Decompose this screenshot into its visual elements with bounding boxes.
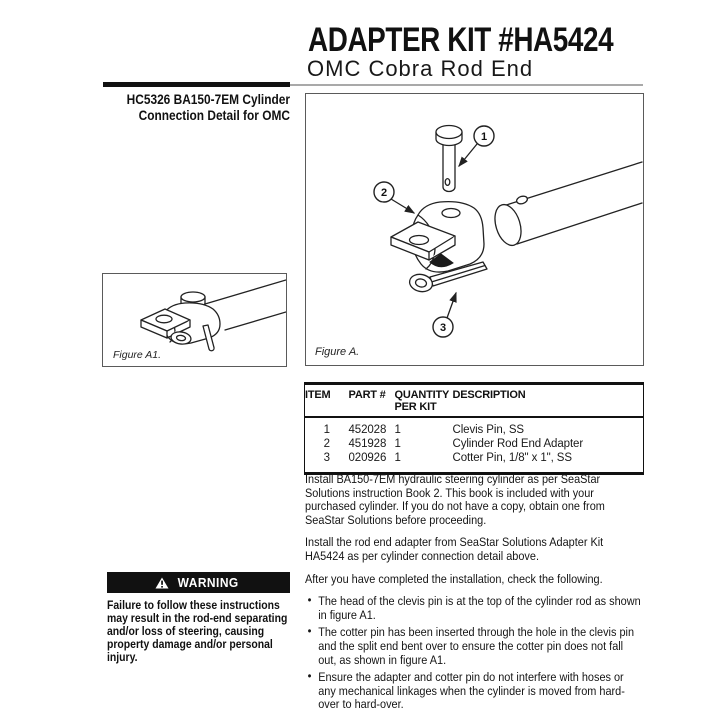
table-row (305, 452, 644, 474)
col-header-qty-line1: QUANTITY (394, 389, 450, 401)
cell-qty: 1 (394, 438, 401, 450)
instruction-paragraph: Install BA150-7EM hydraulic steering cylinder as per SeaStar Solutions instruction Book 2. This book is included with your purchased cylinder. If you do not have a copy, obtain one from SeaStar Solutions before proceeding. (305, 472, 605, 527)
callout-2 (374, 182, 414, 213)
checklist-item: • The cotter pin has been inserted through the hole in the clevis pin and the split end bent over to ensure the cotter pin does not fall out, as shown in figure A1. (305, 626, 643, 667)
cell-part: 452028 (348, 424, 387, 436)
table-row (305, 417, 644, 438)
parts-table-section (304, 382, 644, 475)
warning-line: property damage and/or personal (107, 638, 273, 651)
warning-text (107, 599, 291, 664)
checklist-item: • Ensure the adapter and cotter pin do not interfere with hoses or any mechanical linkages when the cylinder is moved from hard-over to hard-over. (305, 671, 643, 712)
section-heading-line1: HC5326 BA150-7EM Cylinder (126, 91, 290, 107)
cell-description: Cotter Pin, 1/8" x 1", SS (452, 452, 572, 464)
checklist (305, 595, 643, 712)
cell-description: Clevis Pin, SS (452, 424, 524, 436)
cell-description: Cylinder Rod End Adapter (452, 438, 584, 450)
col-header-item: ITEM (305, 384, 349, 418)
section-heading (103, 91, 290, 123)
col-header-qty (395, 384, 453, 418)
callout-3 (433, 293, 456, 337)
callout-2-number: 2 (380, 187, 388, 199)
callout-1 (459, 126, 494, 166)
warning-header (107, 572, 290, 593)
figure-a-drawing (306, 94, 643, 365)
warning-block (107, 572, 290, 664)
cell-item: 2 (323, 438, 330, 450)
parts-table (304, 382, 644, 475)
warning-title: WARNING (177, 575, 240, 590)
col-header-part: PART # (349, 384, 395, 418)
clevis-pin-drawing (436, 126, 462, 192)
cylinder-rod-drawing (490, 162, 642, 249)
warning-line: and/or loss of steering, causing (107, 625, 265, 638)
instructions-section (305, 473, 643, 716)
header-underline (290, 84, 643, 86)
cell-part: 451928 (348, 438, 387, 450)
cell-part: 020926 (348, 452, 387, 464)
cell-item: 1 (323, 424, 330, 436)
warning-triangle-icon (155, 577, 169, 589)
cell-qty: 1 (394, 424, 401, 436)
table-row (305, 438, 644, 452)
page-subtitle: OMC Cobra Rod End (307, 56, 534, 81)
warning-line: Failure to follow these instructions (107, 599, 280, 612)
col-header-description: DESCRIPTION (453, 384, 644, 418)
warning-line: injury. (107, 651, 138, 664)
col-header-qty-line2: PER KIT (394, 401, 437, 413)
figure-a1-label: Figure A1. (113, 349, 162, 361)
parts-table-header-row (305, 384, 644, 418)
checklist-item: • The head of the clevis pin is at the top of the cylinder rod as shown in figure A1. (305, 595, 643, 622)
rod-end-adapter-drawing (391, 202, 484, 272)
cell-qty: 1 (394, 452, 401, 464)
figure-a-frame (305, 93, 644, 366)
warning-line: may result in the rod-end separating (107, 612, 288, 625)
callout-3-number: 3 (439, 322, 447, 334)
figure-a1-frame (102, 273, 287, 367)
instruction-paragraph: After you have completed the installation, check the following. (305, 571, 603, 586)
instruction-paragraph: Install the rod end adapter from SeaStar Solutions Adapter Kit HA5424 as per cylinder connection detail above. (305, 535, 604, 563)
cell-item: 3 (323, 452, 330, 464)
section-heading-line2: Connection Detail for OMC (138, 107, 290, 123)
section-rule (103, 82, 290, 87)
callout-1-number: 1 (480, 131, 488, 143)
figure-a-label: Figure A. (315, 346, 360, 358)
page-title: ADAPTER KIT #HA5424 (308, 21, 614, 59)
